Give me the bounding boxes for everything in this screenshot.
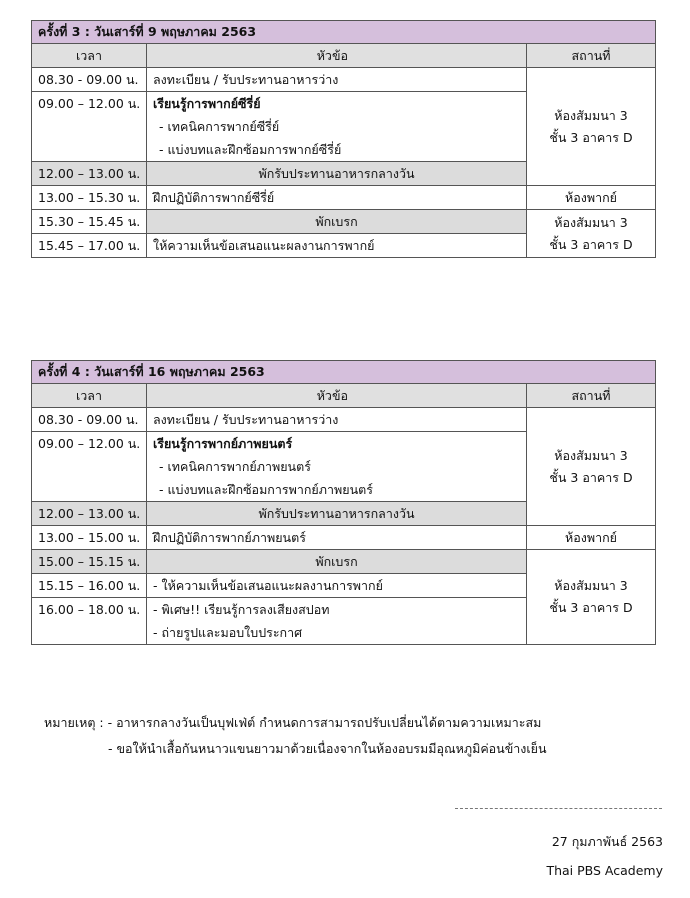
session-3-title: ครั้งที่ 3 : วันเสาร์ที่ 9 พฤษภาคม 2563 (32, 21, 656, 44)
row-topic: ฝึกปฏิบัติการพากย์ซีรี่ย์ (147, 186, 527, 210)
topic-subitem: - เทคนิคการพากย์ซีรี่ย์ (159, 119, 280, 134)
header-place: สถานที่ (527, 384, 656, 408)
row-time: 15.45 – 17.00 น. (32, 234, 147, 258)
remark-line-1: หมายเหตุ : - อาหารกลางวันเป็นบุฟเฟ่ต์ กำหนดการสามารถปรับเปลี่ยนได้ตามความเหมาะสม (44, 715, 542, 730)
row-topic (147, 432, 527, 502)
topic-heading: เรียนรู้การพากย์ภาพยนตร์ (153, 436, 293, 451)
header-place: สถานที่ (527, 44, 656, 68)
header-topic: หัวข้อ (147, 384, 527, 408)
row-topic: พักเบรก (147, 550, 527, 574)
place-line-2: ชั้น 3 อาคาร D (549, 600, 633, 615)
signature-divider (455, 808, 662, 809)
remarks (44, 710, 547, 762)
table-row (32, 408, 656, 432)
row-topic: ฝึกปฏิบัติการพากย์ภาพยนตร์ (147, 526, 527, 550)
row-topic: พักรับประทานอาหารกลางวัน (147, 502, 527, 526)
session-4-table (31, 360, 656, 645)
topic-subitem: - พิเศษ!! เรียนรู้การลงเสียงสปอท (153, 602, 330, 617)
session-3-table (31, 20, 656, 258)
place-line-1: ห้องสัมมนา 3 (554, 107, 628, 123)
place-line-1: ห้องสัมมนา 3 (554, 447, 628, 463)
row-time: 13.00 – 15.30 น. (32, 186, 147, 210)
session-4-title: ครั้งที่ 4 : วันเสาร์ที่ 16 พฤษภาคม 2563 (32, 361, 656, 384)
row-place: ห้องพากย์ (527, 526, 656, 550)
place-line-1: ห้องสัมมนา 3 (554, 578, 628, 593)
row-place: ห้องพากย์ (527, 186, 656, 210)
row-topic: ให้ความเห็นข้อเสนอแนะผลงานการพากย์ (147, 234, 527, 258)
row-topic (147, 92, 527, 162)
row-time: 08.30 - 09.00 น. (32, 68, 147, 92)
row-time: 13.00 – 15.00 น. (32, 526, 147, 550)
header-time: เวลา (32, 44, 147, 68)
header-topic: หัวข้อ (147, 44, 527, 68)
row-time: 09.00 – 12.00 น. (32, 92, 147, 162)
topic-subitem: - แบ่งบทและฝึกซ้อมการพากย์ซีรี่ย์ (159, 142, 342, 157)
row-topic: ลงทะเบียน / รับประทานอาหารว่าง (147, 68, 527, 92)
topic-subitem: - ถ่ายรูปและมอบใบประกาศ (153, 625, 303, 640)
remark-line-2: - ขอให้นำเสื้อกันหนาวแขนยาวมาด้วยเนื่องจากในห้องอบรมมีอุณหภูมิค่อนข้างเย็น (108, 741, 547, 756)
table-row (32, 210, 656, 234)
row-time: 15.15 – 16.00 น. (32, 574, 147, 598)
row-time: 16.00 – 18.00 น. (32, 598, 147, 645)
row-time: 08.30 - 09.00 น. (32, 408, 147, 432)
row-place (527, 550, 656, 645)
header-time: เวลา (32, 384, 147, 408)
row-time: 15.30 – 15.45 น. (32, 210, 147, 234)
row-topic: พักเบรก (147, 210, 527, 234)
table-row (32, 550, 656, 574)
organization-name: Thai PBS Academy (546, 863, 663, 878)
row-time: 15.00 – 15.15 น. (32, 550, 147, 574)
row-topic: - ให้ความเห็นข้อเสนอแนะผลงานการพากย์ (147, 574, 527, 598)
place-line-2: ชั้น 3 อาคาร D (549, 469, 633, 485)
row-topic: พักรับประทานอาหารกลางวัน (147, 162, 527, 186)
topic-heading: เรียนรู้การพากย์ซีรี่ย์ (153, 96, 261, 111)
issue-date: 27 กุมภาพันธ์ 2563 (551, 834, 663, 849)
place-line-2: ชั้น 3 อาคาร D (549, 236, 633, 252)
table-row (32, 526, 656, 550)
topic-subitem: - เทคนิคการพากย์ภาพยนตร์ (159, 459, 311, 474)
topic-subitem: - แบ่งบทและฝึกซ้อมการพากย์ภาพยนตร์ (159, 482, 373, 497)
place-line-2: ชั้น 3 อาคาร D (549, 129, 633, 145)
row-topic: ลงทะเบียน / รับประทานอาหารว่าง (147, 408, 527, 432)
row-time: 12.00 – 13.00 น. (32, 502, 147, 526)
row-topic (147, 598, 527, 645)
row-place (527, 210, 656, 258)
row-time: 09.00 – 12.00 น. (32, 432, 147, 502)
table-row (32, 68, 656, 92)
row-place (527, 68, 656, 186)
place-line-1: ห้องสัมมนา 3 (554, 214, 628, 230)
row-place (527, 408, 656, 526)
row-time: 12.00 – 13.00 น. (32, 162, 147, 186)
table-row (32, 186, 656, 210)
